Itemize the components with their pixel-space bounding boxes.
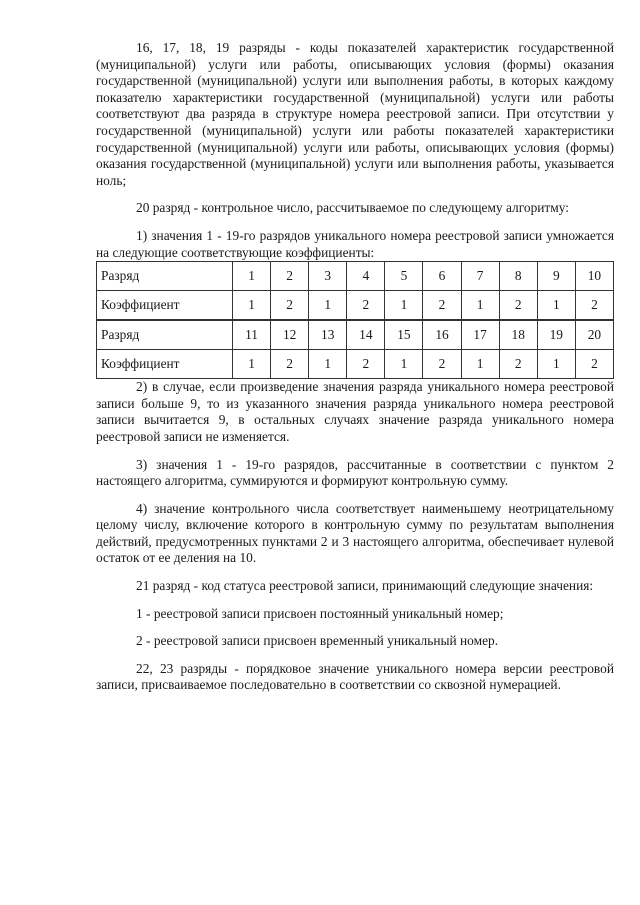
paragraph-step-2: 2) в случае, если произведение значения разряда уникального номера реестровой записи больше 9, то из указанного значения разряда уникального номера реестровой записи вычитается 9, в остальных случаях значение разряда уникального номера реестровой записи не изменяется. — [96, 379, 614, 444]
table-cell: 18 — [499, 321, 537, 350]
table-cell: 1 — [309, 291, 347, 320]
table-cell: 14 — [347, 321, 385, 350]
table-cell: 6 — [423, 262, 461, 291]
table-cell: 10 — [575, 262, 613, 291]
table-cell: 1 — [537, 350, 575, 379]
table-row — [97, 321, 614, 350]
paragraph-status-2: 2 - реестровой записи присвоен временный уникальный номер. — [136, 633, 499, 649]
table-cell: 2 — [499, 291, 537, 320]
table-row — [97, 262, 614, 291]
table-row — [97, 350, 614, 379]
table-cell: 20 — [575, 321, 613, 350]
paragraph-digit-21: 21 разряд - код статуса реестровой записи, принимающий следующие значения: — [136, 578, 594, 594]
table-cell: 15 — [385, 321, 423, 350]
table-cell: 8 — [499, 262, 537, 291]
paragraph-digits-16-19: 16, 17, 18, 19 разряды - коды показателей характеристик государственной (муниципальной) услуги или работы, описывающих условия (формы) оказания государственной (муниципальной) услуги или выполнения работы, в которых каждому показателю характеристики государственной (муниципальной) услуги или работы соответствуют два разряда в структуре номера реестровой записи. При отсутствии у государственной (муниципальной) услуги или работы показателей характеристики государственной (муниципальной) услуги или работы, описывающих условия (формы) оказания государственной (муниципальной) услуги или выполнения работы, указывается ноль; — [96, 40, 614, 188]
table-cell: 1 — [309, 350, 347, 379]
table-cell: 2 — [271, 262, 309, 291]
paragraph-step-3: 3) значения 1 - 19-го разрядов, рассчитанные в соответствии с пунктом 2 настоящего алгоритма, суммируются и формируют контрольную сумму. — [96, 456, 614, 489]
coefficients-table-1 — [96, 261, 614, 320]
table-cell: 2 — [347, 350, 385, 379]
table-cell: 2 — [347, 291, 385, 320]
table-cell: 1 — [537, 291, 575, 320]
table-cell: 12 — [271, 321, 309, 350]
table-cell: 2 — [423, 350, 461, 379]
table-cell: 16 — [423, 321, 461, 350]
table-cell: 1 — [233, 291, 271, 320]
table-row — [97, 291, 614, 320]
row-label: Коэффициент — [97, 350, 233, 379]
paragraph-step-1: 1) значения 1 - 19-го разрядов уникального номера реестровой записи умножается на следующие соответствующие коэффициенты: — [96, 227, 614, 260]
table-cell: 1 — [385, 350, 423, 379]
row-label: Разряд — [97, 321, 233, 350]
table-cell: 2 — [575, 350, 613, 379]
row-label: Разряд — [97, 262, 233, 291]
row-label: Коэффициент — [97, 291, 233, 320]
table-cell: 2 — [423, 291, 461, 320]
paragraph-digit-20: 20 разряд - контрольное число, рассчитываемое по следующему алгоритму: — [136, 200, 569, 216]
table-cell: 1 — [385, 291, 423, 320]
table-cell: 17 — [461, 321, 499, 350]
table-cell: 9 — [537, 262, 575, 291]
table-cell: 2 — [575, 291, 613, 320]
table-cell: 7 — [461, 262, 499, 291]
paragraph-status-1: 1 - реестровой записи присвоен постоянный уникальный номер; — [136, 605, 504, 621]
paragraph-digits-22-23: 22, 23 разряды - порядковое значение уникального номера версии реестровой записи, присваиваемое последовательно в соответствии со сквозной нумерацией. — [96, 660, 614, 693]
table-cell: 2 — [271, 291, 309, 320]
table-cell: 1 — [233, 350, 271, 379]
table-cell: 19 — [537, 321, 575, 350]
table-cell: 1 — [461, 350, 499, 379]
table-cell: 2 — [271, 350, 309, 379]
table-cell: 13 — [309, 321, 347, 350]
table-cell: 3 — [309, 262, 347, 291]
table-cell: 11 — [233, 321, 271, 350]
coefficients-table-2 — [96, 320, 614, 379]
table-cell: 1 — [233, 262, 271, 291]
table-cell: 5 — [385, 262, 423, 291]
paragraph-step-4: 4) значение контрольного числа соответствует наименьшему неотрицательному целому числу, включение которого в контрольную сумму по результатам выполнения действий, предусмотренных пунктами 2 и 3 настоящего алгоритма, обеспечивает нулевой остаток от ее деления на 10. — [96, 500, 614, 566]
table-cell: 2 — [499, 350, 537, 379]
table-cell: 4 — [347, 262, 385, 291]
document-page — [96, 40, 614, 705]
table-cell: 1 — [461, 291, 499, 320]
